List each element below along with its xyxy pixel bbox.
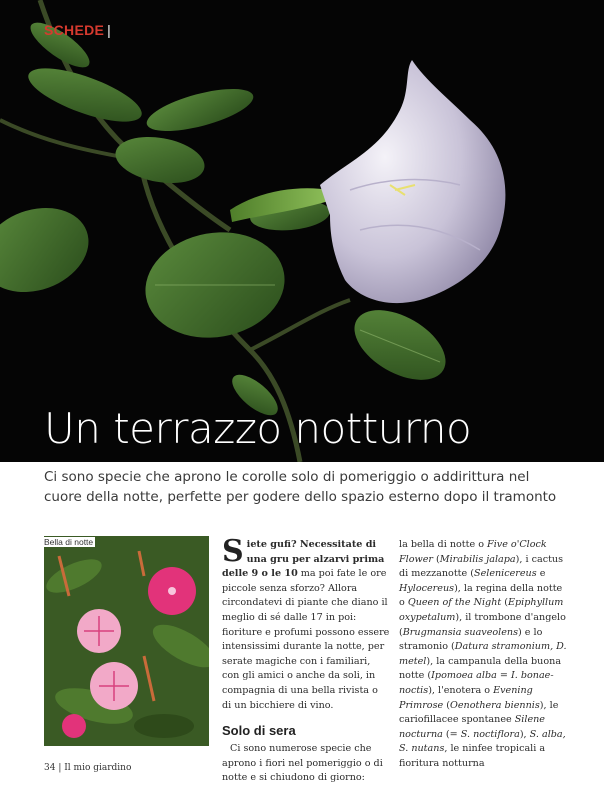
text-run: (= [442,728,461,740]
page-number: 34 [44,763,56,773]
text-run: ( [443,699,450,711]
text-run: e [536,568,546,580]
species-name: S. noctiflora [460,728,520,740]
text-run: la bella di notte o [399,539,488,550]
footer-separator: | [58,763,62,773]
text-run: ), [519,728,530,740]
text-run: ), la campanula della buona notte ( [399,655,562,682]
article-title: Un terrazzo notturno [44,404,472,453]
text-run: ), la regina della notte o [399,582,563,609]
text-run: ), il trombone d'angelo ( [399,611,566,638]
lead-text: iete gufi? Necessitate di una gru per alzarvi prima delle 9 o le 10 [222,539,385,580]
species-list-paragraph [399,538,571,772]
section-tag [44,22,111,38]
species-name: Evening Primrose [399,684,533,711]
section-separator: | [107,22,112,38]
text-run: ) e lo stramonio ( [399,626,543,653]
text-run: ), le cariofillacee spontanee [399,699,559,726]
article-column-1 [222,534,390,786]
bella-di-notte-photo [44,536,209,746]
article-column-2 [399,538,571,772]
species-name: Mirabilis jalapa [439,553,516,565]
species-name: Five o'Clock Flower [399,539,547,565]
species-name: Epiphyllum oxypetalum [399,597,564,623]
species-name: Hylocereus [399,582,455,594]
intro-text: ma poi fate le ore piccole senza sforzo? Allora circondatevi di piante che diano il meglio di sé dalle 17 in poi: fioriture e profumi possono essere intensissimi durante la notte, per serate magiche con i familiari, con gli amici o anche da soli, in compagnia di una bella rivista o di un bicchiere di vino. [222,568,390,711]
text-run: ( [501,597,509,609]
section-label: SCHEDE [44,22,105,38]
magazine-name: Il mio giardino [64,763,132,773]
species-name: Brugmansia suaveolens [402,626,519,638]
text-run: ), l'enotera o [428,684,494,696]
species-name: S. alba, S. nutans [399,728,566,755]
article-subtitle: Ci sono specie che aprono le corolle solo di pomeriggio o addirittura nel cuore della notte, perfette per godere dello spazio esterno dopo il tramonto [44,469,557,505]
text-run: , le ninfee tropicali a fioritura notturna [399,743,546,769]
text-run: ), i cactus di mezzanotte ( [399,553,564,580]
species-name: Datura stramonium, D. metel [399,641,567,667]
species-name: Silene nocturna [399,714,545,740]
species-name: Ipomoea alba = I. bonae-noctis [399,670,554,696]
photo-caption: Bella di notte [44,537,94,547]
mirabilis-illustration [44,536,209,746]
drop-cap: S [222,534,244,569]
intro-paragraph [222,534,390,713]
species-name: Selenicereus [474,568,537,580]
text-run: ( [432,553,440,565]
species-name: Oenothera biennis [449,699,540,711]
section-subheading: Solo di sera [222,723,296,739]
body-paragraph: Ci sono numerose specie che aprono i fiori nel pomeriggio o di notte e si chiudono di giorno: [222,743,383,784]
species-name: Queen of the Night [407,597,502,609]
page-footer [44,763,131,773]
